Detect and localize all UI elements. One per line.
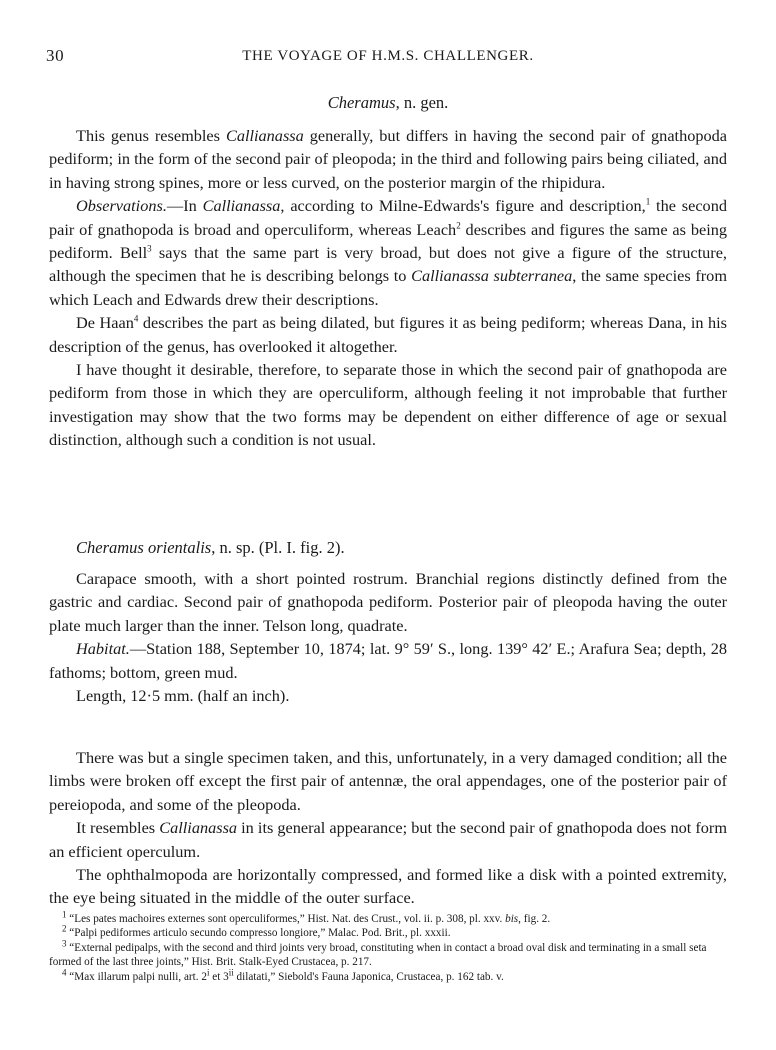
species-heading-name: Cheramus orientalis xyxy=(76,538,212,557)
footnotes xyxy=(49,909,727,984)
genus-description-genus: Callianassa xyxy=(225,126,304,145)
genus-description-text-1: This genus resembles xyxy=(76,126,226,145)
resemblance-text-2: in its general appearance; but the second pair of gnathopoda does not form an efficient operculum. xyxy=(49,818,728,861)
observations-text-2: , according to Milne-Edwards's figure and description, xyxy=(280,196,646,216)
footnote-1-text-2: , fig. 2. xyxy=(518,913,551,925)
separation-paragraph: I have thought it desirable, therefore, to separate those in which the second pair of gnathopoda are pediform from those in which they are operculiform, although feeling it not improbable that further investigation may show that the two forms may be dependent on either difference of age or sexual distinction, although such a condition is not usual. xyxy=(49,360,727,450)
footnote-ref-1: 1 xyxy=(645,196,651,207)
observations-text-3: the second pair of gnathopoda is broad and operculiform, whereas Leach xyxy=(49,196,727,239)
de-haan-text-1: De Haan xyxy=(76,313,134,333)
species-section xyxy=(49,567,727,707)
species-heading xyxy=(76,538,345,558)
page-header xyxy=(46,46,730,70)
footnote-3-text: “External pedipalps, with the second and third joints very broad, constituting when in contact a broad oval disk and terminating in a small seta formed of the last three joints,” Hist. Brit. Stalk-Eyed Crustacea, p. 217. xyxy=(49,941,707,969)
footnote-1-bis: bis xyxy=(505,913,519,925)
footnote-4 xyxy=(49,966,727,984)
running-head: THE VOYAGE OF H.M.S. CHALLENGER. xyxy=(242,48,534,64)
footnote-4-number: 4 xyxy=(62,966,67,977)
observations-text-4: describes and figures the same as being pediform. Bell xyxy=(49,219,727,263)
specimen-paragraph: There was but a single specimen taken, and this, unfortunately, in a very damaged condition; all the limbs were broken off except the first pair of antennæ, the oral appendages, one of the posterior pair of pereiopoda, and some of the pleopoda. xyxy=(49,748,727,814)
observations-text-5: says that the same part is very broad, but does not give a figure of the structure, although the specimen that he is describing belongs to xyxy=(49,243,727,286)
de-haan-paragraph xyxy=(49,311,727,358)
ophthalmopoda-paragraph: The ophthalmopoda are horizontally compressed, and formed like a disk with a pointed extremity, the eye being situated in the middle of the outer surface. xyxy=(49,865,727,908)
footnote-2-number: 2 xyxy=(62,923,67,934)
footnote-ref-3: 3 xyxy=(147,243,152,254)
footnote-1 xyxy=(49,909,727,926)
habitat-paragraph xyxy=(49,637,727,684)
footnote-4-sup-2: ii xyxy=(228,966,234,977)
species-description-paragraph: Carapace smooth, with a short pointed rostrum. Branchial regions distinctly defined from the gastric and cardiac. Second pair of gnathopoda pediform. Posterior pair of pleopoda having the outer plate much larger than the inner. Telson long, quadrate. xyxy=(49,569,727,635)
habitat-label: Habitat. xyxy=(76,639,130,659)
footnote-3 xyxy=(49,938,727,970)
resemblance-text-1: It resembles xyxy=(76,818,160,838)
footnote-ref-4: 4 xyxy=(133,313,139,324)
genus-heading xyxy=(0,93,776,113)
length-paragraph: Length, 12·5 mm. (half an inch). xyxy=(76,686,290,706)
resemblance-genus: Callianassa xyxy=(159,818,238,838)
habitat-text: —Station 188, September 10, 1874; lat. 9° 59′ S., long. 139° 42′ E.; Arafura Sea; depth, 28 fathoms; bottom, green mud. xyxy=(49,639,727,682)
page-number: 30 xyxy=(46,46,65,65)
footnote-4-text-2: et 3 xyxy=(209,970,229,983)
observations-genus: Callianassa xyxy=(202,196,281,216)
observations-text-1: —In xyxy=(166,196,203,216)
observations-species: Callianassa subterranea xyxy=(411,266,573,286)
genus-description-text-2: generally, but differs in having the second pair of gnathopoda pediform; in the form of the second pair of pleopoda; in the third and following pairs being ciliated, and in having strong spines, more or less curved, on the posterior margin of the rhipidura. xyxy=(49,126,727,192)
footnote-2 xyxy=(49,923,727,940)
footnote-4-text-3: dilatati,” Siebold's Fauna Japonica, Crustacea, p. 162 tab. v. xyxy=(233,970,504,983)
footnote-4-text-1: “Max illarum palpi nulli, art. 2 xyxy=(66,970,207,983)
species-heading-suffix: , n. sp. (Pl. I. fig. 2). xyxy=(211,538,345,557)
genus-description-paragraph xyxy=(49,124,727,194)
footnote-1-text-1: “Les pates machoires externes sont operculiformes,” Hist. Nat. des Crust., vol. ii. p. 308, pl. xxv. xyxy=(66,913,506,925)
observations-paragraph xyxy=(49,194,727,311)
footnote-3-number: 3 xyxy=(62,938,67,949)
observations-text-6: , the same species from which Leach and Edwards drew their descriptions. xyxy=(49,266,727,309)
genus-section xyxy=(49,124,727,452)
resemblance-paragraph xyxy=(49,816,727,863)
footnote-2-text: “Palpi pediformes articulo secundo compresso longiore,” Malac. Pod. Brit., pl. xxxii. xyxy=(66,927,451,940)
genus-heading-name: Cheramus xyxy=(327,93,396,112)
observations-label: Observations. xyxy=(76,196,167,216)
footnote-4-sup-1: i xyxy=(206,966,210,977)
footnote-1-number: 1 xyxy=(62,909,67,920)
de-haan-text-2: describes the part as being dilated, but figures it as being pediform; whereas Dana, in his description of the genus, has overlooked it altogether. xyxy=(49,313,727,356)
specimen-section xyxy=(49,746,727,910)
genus-heading-suffix: , n. gen. xyxy=(395,93,449,112)
footnote-ref-2: 2 xyxy=(456,220,461,231)
